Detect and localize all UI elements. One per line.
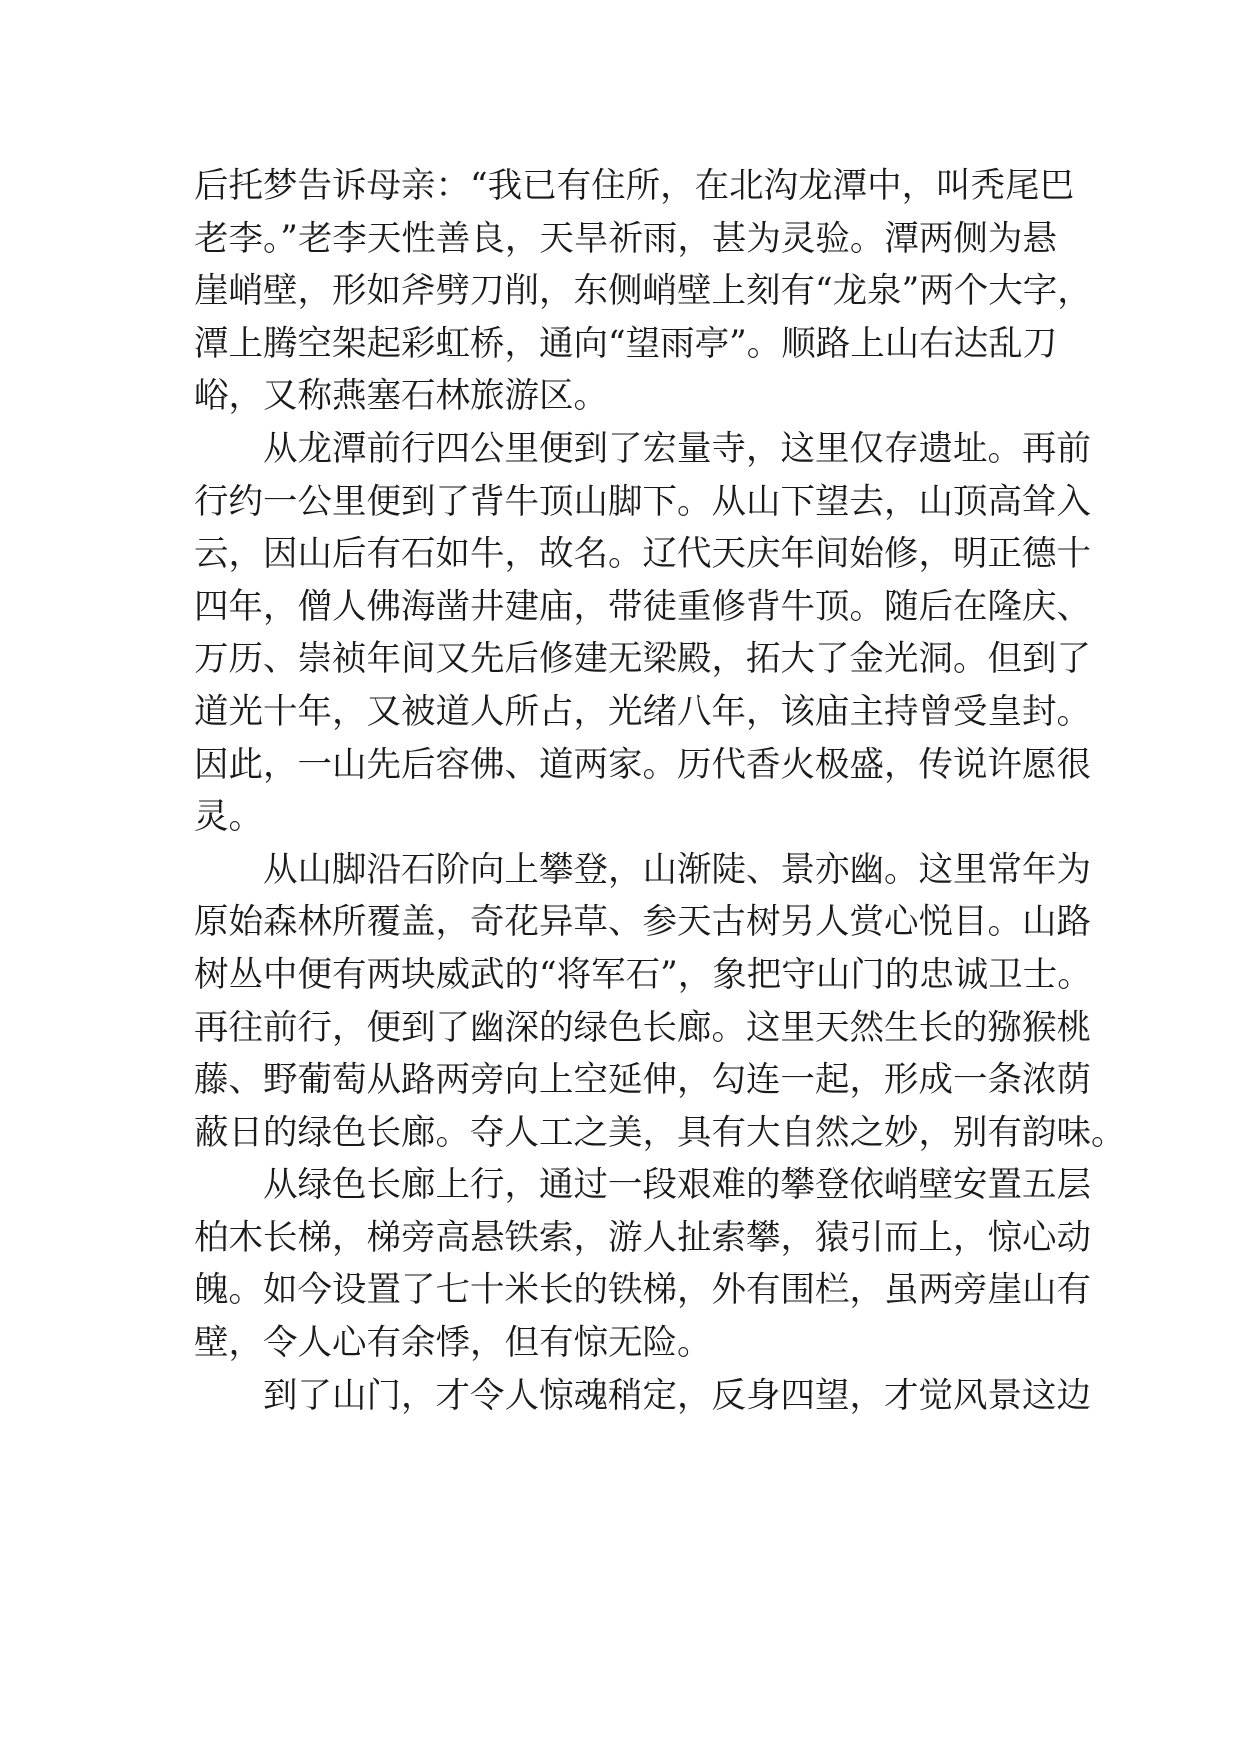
text-line: 柏木长梯，梯旁高悬铁索，游人扯索攀，猿引而上，惊心动 <box>194 1217 1091 1258</box>
text-line: 峪，又称燕塞石林旅游区。 <box>194 376 608 417</box>
text-line: 崖峭壁，形如斧劈刀削，东侧峭壁上刻有“龙泉”两个大字， <box>194 271 1092 312</box>
text-line: 原始森林所覆盖，奇花异草、参天古树另人赏心悦目。山路 <box>194 902 1091 943</box>
paragraph-first-line: 从龙潭前行四公里便到了宏量寺，这里仅存遗址。再前 <box>263 428 1091 469</box>
text-line: 藤、野葡萄从路两旁向上空延伸，勾连一起，形成一条浓荫 <box>194 1060 1091 1101</box>
text-line: 潭上腾空架起彩虹桥，通向“望雨亭”。顺路上山右达乱刀 <box>194 323 1058 364</box>
text-line: 道光十年，又被道人所占，光绪八年，该庙主持曾受皇封。 <box>194 691 1091 732</box>
paragraph-first-line: 从山脚沿石阶向上攀登，山渐陡、景亦幽。这里常年为 <box>263 849 1091 890</box>
text-line: 后托梦告诉母亲：“我已有住所，在北沟龙潭中，叫秃尾巴 <box>194 166 1075 206</box>
text-line: 蔽日的绿色长廊。夺人工之美，具有大自然之妙，别有韵味。 <box>194 1112 1126 1153</box>
text-line: 老李。”老李天性善良，天旱祈雨，甚为灵验。潭两侧为悬 <box>194 218 1057 259</box>
paragraph-first-line: 到了山门，才令人惊魂稍定，反身四望，才觉风景这边 <box>263 1375 1091 1416</box>
text-line: 灵。 <box>194 797 263 838</box>
text-line: 云，因山后有石如牛，故名。辽代天庆年间始修，明正德十 <box>194 534 1091 575</box>
text-line: 行约一公里便到了背牛顶山脚下。从山下望去，山顶高耸入 <box>194 481 1091 522</box>
text-line: 因此，一山先后容佛、道两家。历代香火极盛，传说许愿很 <box>194 744 1091 785</box>
text-line: 魄。如今设置了七十米长的铁梯，外有围栏，虽两旁崖山有 <box>194 1270 1091 1311</box>
text-line: 四年，僧人佛海凿井建庙，带徒重修背牛顶。随后在隆庆、 <box>194 586 1091 627</box>
paragraph-first-line: 从绿色长廊上行，通过一段艰难的攀登依峭壁安置五层 <box>263 1165 1091 1206</box>
text-line: 万历、崇祯年间又先后修建无梁殿，拓大了金光洞。但到了 <box>194 639 1091 680</box>
text-line: 再往前行，便到了幽深的绿色长廊。这里天然生长的猕猴桃 <box>194 1007 1091 1048</box>
text-line: 壁，令人心有余悸，但有惊无险。 <box>194 1323 712 1364</box>
body-text <box>194 160 1126 1422</box>
text-line: 树丛中便有两块威武的“将军石”，象把守山门的忠诚卫士。 <box>194 954 1092 995</box>
